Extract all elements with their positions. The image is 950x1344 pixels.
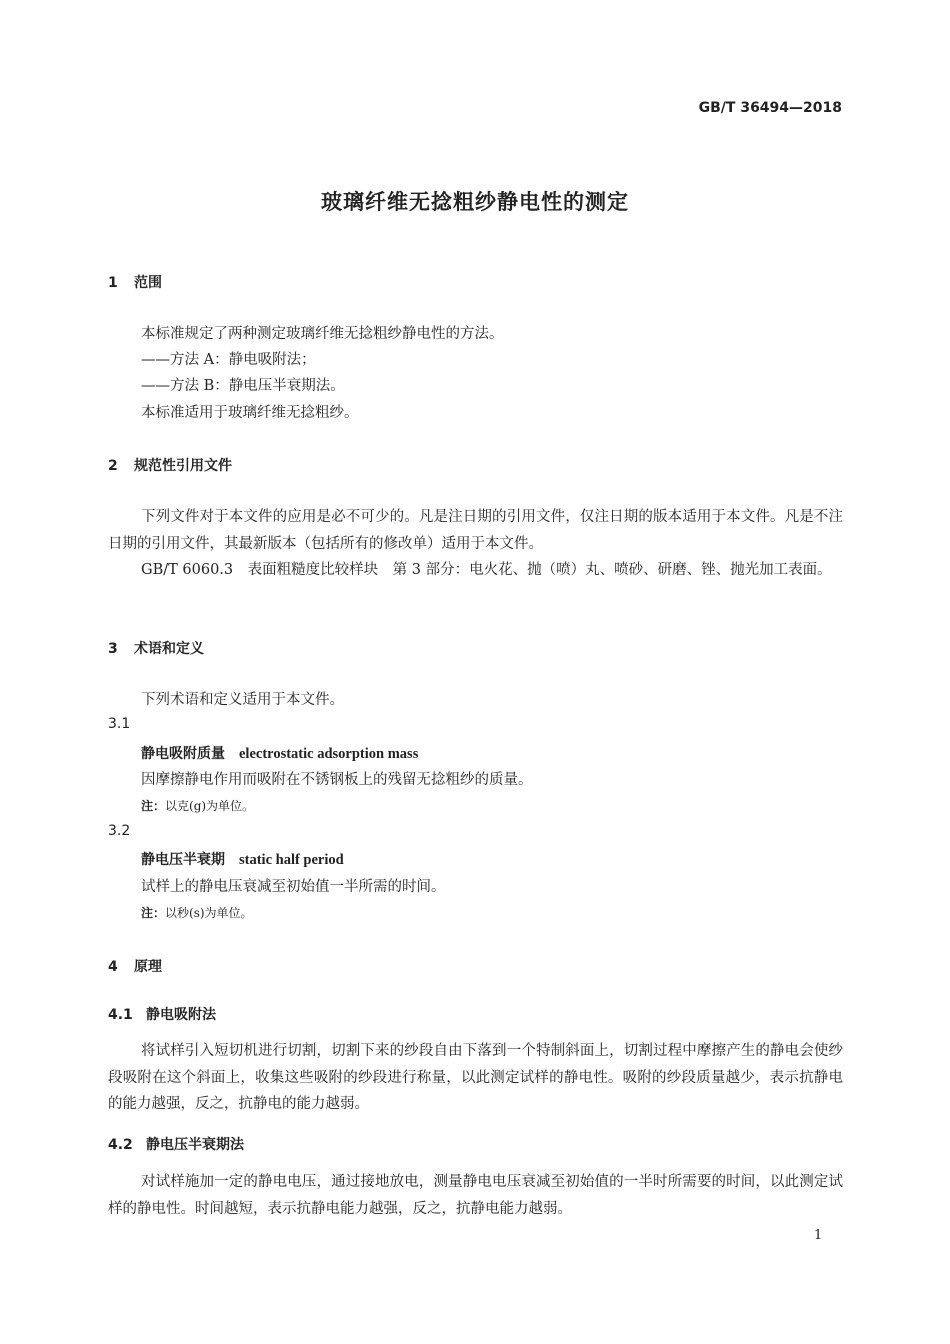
section-4-heading (108, 956, 162, 976)
section-number: 4 (108, 959, 118, 975)
section-title: 术语和定义 (134, 641, 204, 657)
section-2-heading (108, 455, 232, 475)
subsection-4-2-heading (108, 1134, 244, 1154)
section-3-heading (108, 638, 204, 658)
subsection-title: 静电吸附法 (146, 1007, 216, 1023)
note-label: 注： (141, 799, 166, 813)
term-chinese: 静电吸附质量 (141, 746, 225, 762)
section-number: 3 (108, 641, 118, 657)
principle-paragraph: 对试样施加一定的静电电压，通过接地放电，测量静电电压衰减至初始值的一半时所需要的时间，以此测定试样的静电性。时间越短，表示抗静电能力越强，反之，抗静电能力越弱。 (108, 1174, 843, 1217)
subsection-title: 静电压半衰期法 (146, 1137, 244, 1153)
note-text: 以秒(s)为单位。 (165, 906, 253, 920)
section-title: 范围 (134, 275, 162, 291)
term-definition: 因摩擦静电作用而吸附在不锈钢板上的残留无捻粗纱的质量。 (141, 772, 533, 788)
reference-entry: GB/T 6060.3 表面粗糙度比较样块 第 3 部分：电火花、抛（喷）丸、喷砂、研磨、锉、抛光加工表面。 (141, 562, 832, 578)
normative-references-paragraph: 下列文件对于本文件的应用是必不可少的。凡是注日期的引用文件，仅注日期的版本适用于本文件。凡是不注日期的引用文件，其最新版本（包括所有的修改单）适用于本文件。 (108, 509, 843, 552)
principle-paragraph: 将试样引入短切机进行切割，切割下来的纱段自由下落到一个特制斜面上，切割过程中摩擦产生的静电会使纱段吸附在这个斜面上，收集这些吸附的纱段进行称量，以此测定试样的静电性。吸附的纱段质量越少，表示抗静电的能力越强，反之，抗静电的能力越弱。 (108, 1043, 843, 1112)
term-heading (141, 743, 418, 763)
section-number: 2 (108, 458, 118, 474)
method-a-item: ——方法 A：静电吸附法； (141, 352, 316, 368)
method-b-item: ——方法 B：静电压半衰期法。 (141, 378, 345, 394)
term-number: 3.1 (108, 716, 131, 732)
standard-number: GB/T 36494—2018 (698, 100, 842, 116)
section-title: 原理 (134, 959, 162, 975)
term-chinese: 静电压半衰期 (141, 852, 225, 868)
term-english: electrostatic adsorption mass (239, 746, 419, 762)
term-english: static half period (239, 852, 344, 868)
term-number: 3.2 (108, 823, 131, 839)
terms-intro: 下列术语和定义适用于本文件。 (141, 692, 344, 708)
document-title: 玻璃纤维无捻粗纱静电性的测定 (321, 190, 629, 214)
scope-intro: 本标准规定了两种测定玻璃纤维无捻粗纱静电性的方法。 (141, 326, 504, 342)
term-note (141, 904, 253, 921)
subsection-4-1-heading (108, 1004, 216, 1024)
page-number: 1 (814, 1228, 823, 1243)
term-heading (141, 849, 344, 869)
section-1-heading (108, 272, 162, 292)
term-note (141, 797, 254, 814)
section-number: 1 (108, 275, 118, 291)
note-text: 以克(g)为单位。 (165, 799, 255, 813)
section-title: 规范性引用文件 (134, 458, 232, 474)
subsection-number: 4.2 (108, 1137, 133, 1153)
term-definition: 试样上的静电压衰减至初始值一半所需的时间。 (141, 879, 446, 895)
scope-applicability: 本标准适用于玻璃纤维无捻粗纱。 (141, 405, 359, 421)
subsection-number: 4.1 (108, 1007, 133, 1023)
note-label: 注： (141, 906, 166, 920)
